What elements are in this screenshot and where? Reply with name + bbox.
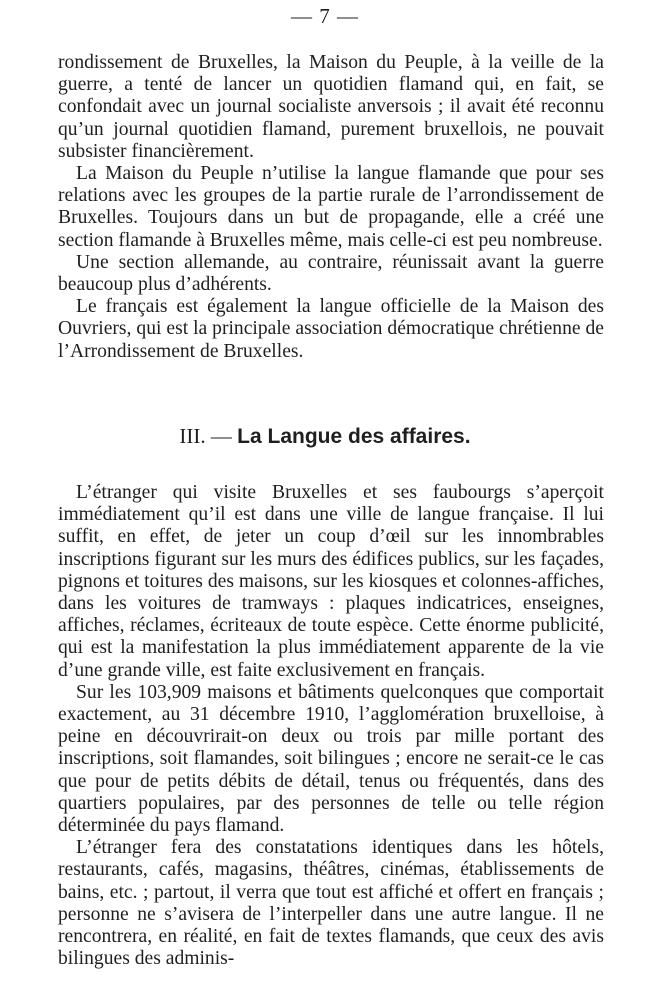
paragraph: Sur les 103,909 maisons et bâtiments quelconques que comportait exactement, au 31 décembre 1910, l’agglomération bruxelloise, à peine en découvrirait-on deux ou trois par mille portant des inscriptions, soit flamandes, soit bilingues ; encore ne serait-ce le cas que pour de petits débits de détail, tenus ou fréquentés, dans des quartiers populaires, par des personnes de telle ou telle région déterminée du pays flamand. [58,681,604,837]
paragraph: rondissement de Bruxelles, la Maison du Peuple, à la veille de la guerre, a tenté de lancer un quotidien flamand qui, en fait, se confondait avec un journal socialiste anversois ; il avait été reconnu qu’un journal quotidien flamand, purement bruxellois, ne pouvait subsister financièrement. [58,52,604,162]
paragraph: Le français est également la langue officielle de la Maison des Ouvriers, qui est la principale association démocratique chrétienne de l’Arrondissement de Bruxelles. [58,296,604,362]
section-title: La Langue des affaires. [237,425,471,448]
section-heading [0,424,650,449]
text-block-before-heading [58,52,604,363]
text-block-after-heading [58,482,604,970]
page-number: — 7 — [291,4,359,28]
paragraph: La Maison du Peuple n’utilise la langue flamande que pour ses relations avec les groupes de la partie rurale de l’arrondissement de Bruxelles. Toujours dans un but de propagande, elle a créé une section flamande à Bruxelles même, mais celle-ci est peu nombreuse. [58,163,604,251]
section-numeral: III. — [179,424,238,448]
paragraph: Une section allemande, au contraire, réunissait avant la guerre beaucoup plus d’adhérents. [58,251,604,296]
paragraph: L’étranger qui visite Bruxelles et ses faubourgs s’aperçoit immédiatement qu’il est dans une ville de langue française. Il lui suffit, en effet, de jeter un coup d’œil sur les innombrables inscriptions figurant sur les murs des édifices publics, sur les façades, pignons et toitures des maisons, sur les kiosques et colonnes-affiches, dans les voitures de tramways : plaques indicatrices, enseignes, affiches, réclames, écriteaux de toute espèce. Cette énorme publicité, qui est la manifestation la plus immédiatement apparente de la vie d’une grande ville, est faite exclusivement en français. [58,482,604,681]
paragraph: L’étranger fera des constatations identiques dans les hôtels, restaurants, cafés, magasins, théâtres, cinémas, établissements de bains, etc. ; partout, il verra que tout est affiché et offert en français ; personne ne s’avisera de l’interpeller dans une autre langue. Il ne rencontrera, en réalité, en fait de textes flamands, que ceux des avis bilingues des adminis- [58,837,604,970]
